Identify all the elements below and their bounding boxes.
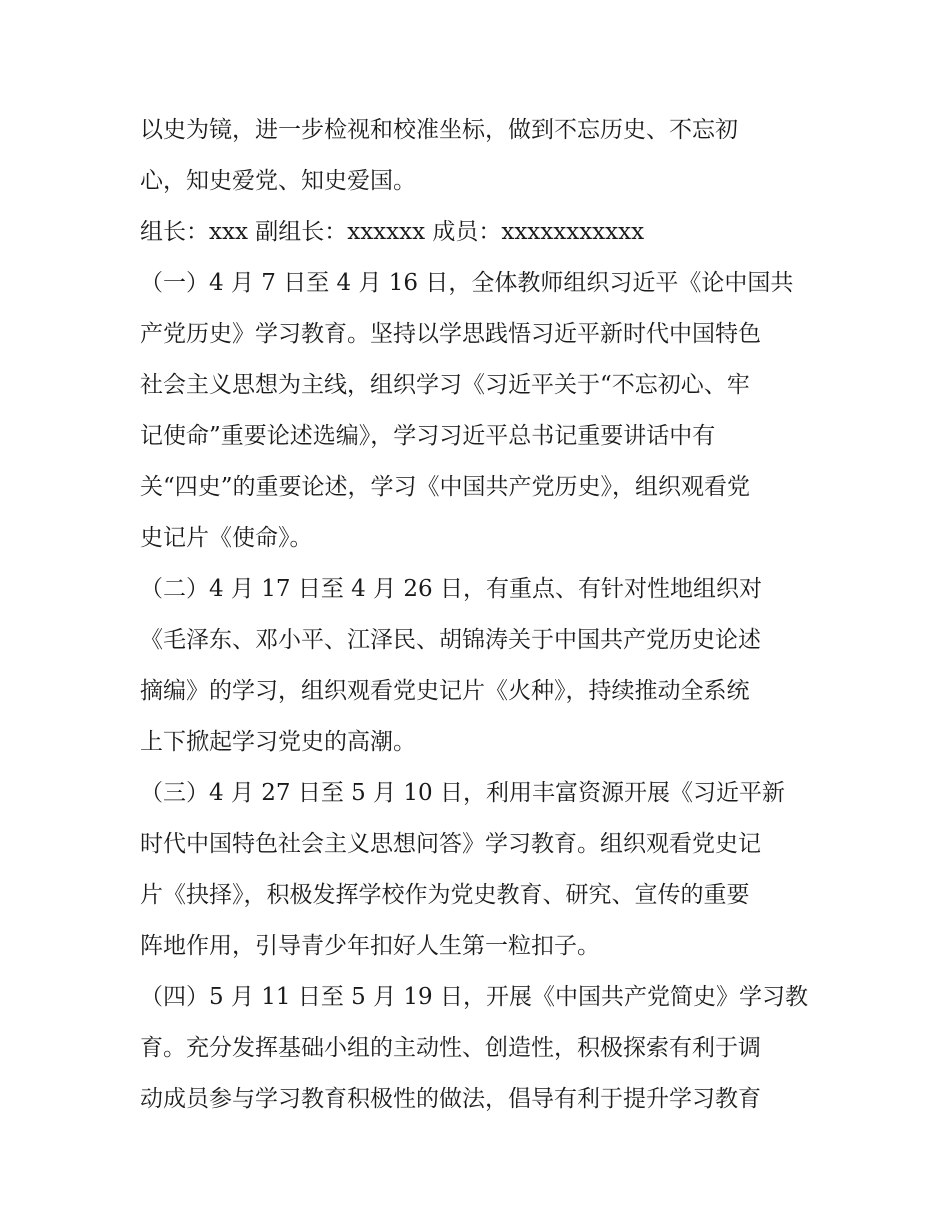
text-line: 史记片《使命》。 xyxy=(140,525,313,551)
paragraph-phase-4 xyxy=(140,972,820,1125)
paragraph-phase-3 xyxy=(140,768,820,972)
text-line: 上下掀起学习党史的高潮。 xyxy=(140,729,416,755)
text-line: 时代中国特色社会主义思想问答》学习教育。组织观看党史记 xyxy=(140,831,761,857)
text-line: 组长：xxx 副组长：xxxxxx 成员：xxxxxxxxxxx xyxy=(140,219,645,245)
text-line: 记使命”重要论述选编》，学习习近平总书记重要讲话中有 xyxy=(140,423,716,449)
text-line: 摘编》的学习，组织观看党史记片《火种》，持续推动全系统 xyxy=(140,678,750,704)
paragraph-phase-1 xyxy=(140,258,820,564)
text-line: 产党历史》学习教育。坚持以学思践悟习近平新时代中国特色 xyxy=(140,321,761,347)
text-line: 动成员参与学习教育积极性的做法，倡导有利于提升学习教育 xyxy=(140,1086,761,1112)
paragraph-group-members xyxy=(140,207,820,258)
text-line: 社会主义思想为主线，组织学习《习近平关于“不忘初心、牢 xyxy=(140,372,750,398)
text-line: 《毛泽东、邓小平、江泽民、胡锦涛关于中国共产党历史论述 xyxy=(140,627,761,653)
text-line: （三）4 月 27 日至 5 月 10 日，利用丰富资源开展《习近平新 xyxy=(140,780,785,806)
text-line: （二）4 月 17 日至 4 月 26 日，有重点、有针对性地组织对 xyxy=(140,576,762,602)
text-line: （四）5 月 11 日至 5 月 19 日，开展《中国共产党简史》学习教 xyxy=(140,984,808,1010)
text-line: 育。充分发挥基础小组的主动性、创造性，积极探索有利于调 xyxy=(140,1035,761,1061)
paragraph-intro-continuation xyxy=(140,105,820,207)
text-line: 片《抉择》，积极发挥学校作为党史教育、研究、宣传的重要 xyxy=(140,882,750,908)
text-line: 阵地作用，引导青少年扣好人生第一粒扣子。 xyxy=(140,933,600,959)
text-line: 以史为镜，进一步检视和校准坐标，做到不忘历史、不忘初 xyxy=(140,117,738,143)
text-line: 心，知史爱党、知史爱国。 xyxy=(140,168,416,194)
text-line: （一）4 月 7 日至 4 月 16 日，全体教师组织习近平《论中国共 xyxy=(140,270,794,296)
document-body xyxy=(140,105,820,1125)
paragraph-phase-2 xyxy=(140,564,820,768)
text-line: 关“四史”的重要论述，学习《中国共产党历史》，组织观看党 xyxy=(140,474,751,500)
